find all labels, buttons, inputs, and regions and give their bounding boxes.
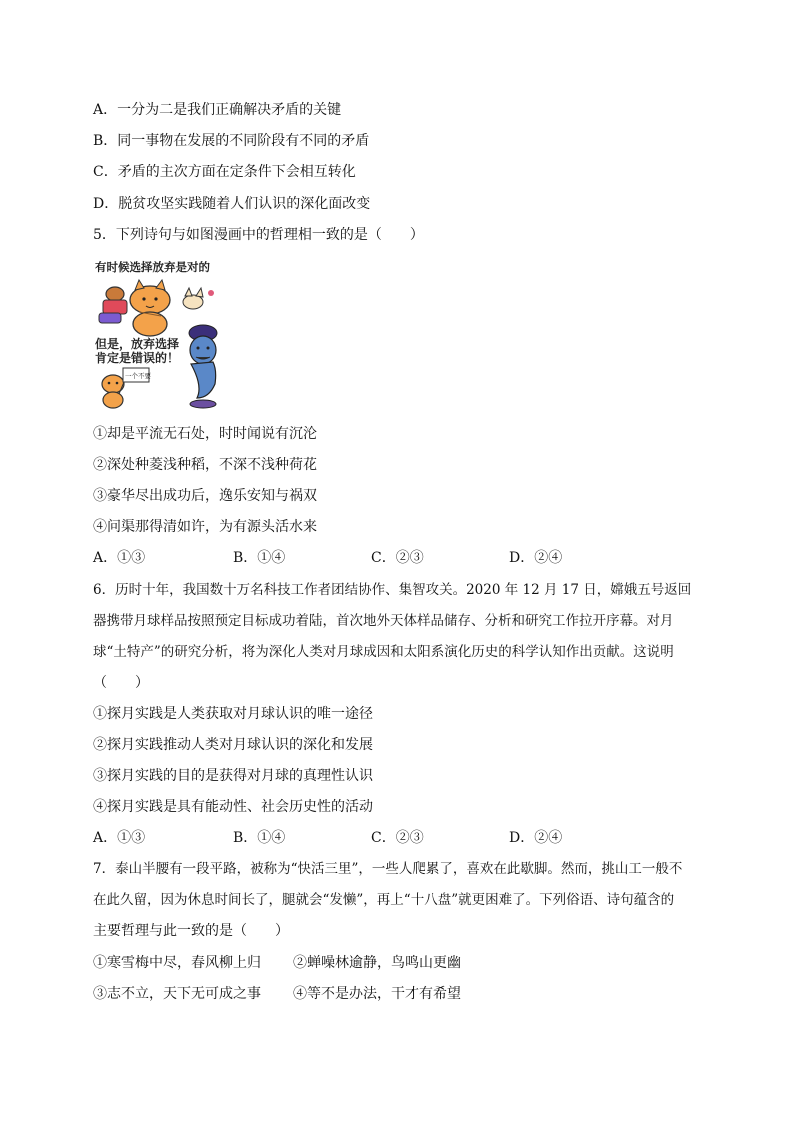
q6-choices bbox=[93, 828, 593, 848]
comic-caption-mid-2: 肯定是错误的！ bbox=[95, 351, 180, 365]
q5-choice-b: B．①④ bbox=[233, 550, 286, 566]
q6-choice-b: B．①④ bbox=[233, 830, 286, 846]
q5-choice-a: A．①③ bbox=[93, 550, 146, 566]
q7-item-4: ④等不是办法，干才有希望 bbox=[293, 986, 461, 1002]
q5-item-3: ③豪华尽出成功后，逸乐安知与祸双 bbox=[93, 488, 317, 504]
q6-stem-line-3: 球“土特产”的研究分析，将为深化人类对月球成因和太阳系演化历史的科学认知作出贡献。这说明 bbox=[93, 644, 674, 660]
q7-items-row-2 bbox=[93, 984, 493, 1004]
q4-option-d: D．脱贫攻坚实践随着人们认识的深化面改变 bbox=[93, 196, 371, 212]
q5-stem: 5．下列诗句与如图漫画中的哲理相一致的是（ ） bbox=[93, 227, 424, 243]
comic-caption-mid-1: 但是，放弃选择 bbox=[95, 337, 180, 351]
q6-item-2: ②探月实践推动人类对月球认识的深化和发展 bbox=[93, 737, 373, 753]
q5-item-1: ①却是平流无石处，时时闻说有沉沦 bbox=[93, 426, 317, 442]
q7-items-row-1 bbox=[93, 953, 493, 973]
q4-option-a: A．一分为二是我们正确解决矛盾的关键 bbox=[93, 102, 342, 118]
q6-stem-line-4: （ ） bbox=[93, 675, 149, 691]
q6-stem-line-2: 器携带月球样品按照预定目标成功着陆，首次地外天体样品储存、分析和研究工作拉开序幕。对月 bbox=[93, 613, 674, 629]
q6-item-1: ①探月实践是人类获取对月球认识的唯一途径 bbox=[93, 706, 373, 722]
q7-stem-line-1: 7．泰山半腰有一段平路，被称为“快活三里”，一些人爬累了，喜欢在此歇脚。然而，挑山工一般不 bbox=[93, 861, 683, 877]
q5-choice-c: C．②③ bbox=[371, 550, 424, 566]
q5-choices bbox=[93, 548, 593, 568]
q6-stem-line-1: 6．历时十年，我国数十万名科技工作者团结协作、集智攻关。2020 年 12 月 17 日，嫦娥五号返回 bbox=[93, 582, 692, 598]
q7-stem-line-3: 主要哲理与此一致的是（ ） bbox=[93, 923, 289, 939]
q4-option-c: C．矛盾的主次方面在定条件下会相互转化 bbox=[93, 164, 356, 180]
q6-item-3: ③探月实践的目的是获得对月球的真理性认识 bbox=[93, 768, 373, 784]
q5-item-2: ②深处种菱浅种稻，不深不浅种荷花 bbox=[93, 457, 317, 473]
q7-stem-line-2: 在此久留，因为休息时间长了，腿就会“发懒”，再上“十八盘”就更困难了。下列俗语、诗句蕴含的 bbox=[93, 892, 675, 908]
q4-option-b: B．同一事物在发展的不同阶段有不同的矛盾 bbox=[93, 133, 370, 149]
q7-item-3: ③志不立，天下无可成之事 bbox=[93, 986, 261, 1002]
q6-choice-c: C．②③ bbox=[371, 830, 424, 846]
comic-caption-top: 有时候选择放弃是对的 bbox=[95, 260, 210, 274]
q5-item-4: ④问渠那得清如许，为有源头活水来 bbox=[93, 519, 317, 535]
q7-item-1: ①寒雪梅中尽，春风柳上归 bbox=[93, 955, 261, 971]
comic-sign: 一个不要 bbox=[125, 372, 151, 380]
q6-item-4: ④探月实践是具有能动性、社会历史性的活动 bbox=[93, 799, 373, 815]
q5-choice-d: D．②④ bbox=[509, 550, 563, 566]
comic-illustration bbox=[93, 258, 226, 410]
q6-choice-d: D．②④ bbox=[509, 830, 563, 846]
q7-item-2: ②蝉噪林逾静，鸟鸣山更幽 bbox=[293, 955, 461, 971]
q6-choice-a: A．①③ bbox=[93, 830, 146, 846]
